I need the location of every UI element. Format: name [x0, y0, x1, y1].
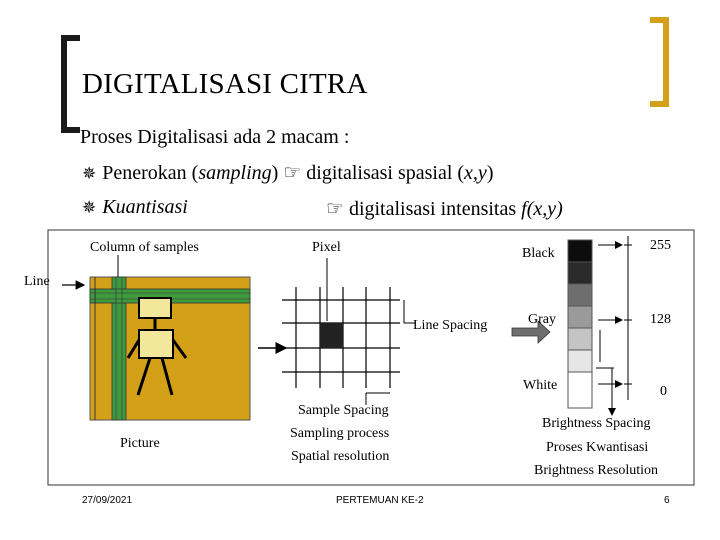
brightness-resolution-label: Brightness Resolution: [534, 463, 659, 478]
line-label: Line: [24, 274, 50, 289]
footer-page-number: 6: [664, 495, 670, 506]
figure-body: [139, 330, 173, 358]
value-128-label: 128: [650, 312, 671, 327]
figure-head: [139, 298, 171, 318]
footer-session: PERTEMUAN KE-2: [336, 495, 424, 506]
sample-spacing-label: Sample Spacing: [298, 403, 389, 418]
intro-text: Proses Digitalisasi ada 2 macam :: [80, 126, 350, 148]
column-of-samples-label: Column of samples: [90, 240, 199, 255]
bullet-sampling: ✵ Penerokan (sampling) ☞ digitalisasi spasial (x,y): [82, 162, 494, 184]
picture-label: Picture: [120, 436, 160, 451]
pixel-label: Pixel: [312, 240, 341, 255]
value-0-label: 0: [660, 384, 667, 399]
white-label: White: [523, 378, 558, 393]
page-title: DIGITALISASI CITRA: [82, 68, 368, 100]
pointing-hand-icon: ☞: [326, 198, 344, 220]
proses-kwantisasi-label: Proses Kwantisasi: [546, 440, 649, 455]
black-label: Black: [522, 246, 555, 261]
spatial-resolution-label: Spatial resolution: [291, 449, 390, 464]
bullet-quantization: ✵ Kuantisasi: [82, 196, 188, 218]
bullet-star-icon: ✵: [82, 198, 97, 217]
brightness-spacing-label: Brightness Spacing: [542, 416, 651, 431]
footer-date: 27/09/2021: [82, 495, 133, 506]
sampling-process-label: Sampling process: [290, 426, 390, 441]
pixel-cell: [320, 323, 343, 348]
bullet-quantization-desc: ☞ digitalisasi intensitas f(x,y): [326, 198, 563, 220]
gray-scale-bar: [568, 240, 592, 408]
value-255-label: 255: [650, 238, 671, 253]
line-spacing-label: Line Spacing: [413, 318, 488, 333]
pointing-hand-icon: ☞: [283, 162, 302, 184]
gray-label: Gray: [528, 312, 556, 327]
bullet-star-icon: ✵: [82, 164, 97, 183]
